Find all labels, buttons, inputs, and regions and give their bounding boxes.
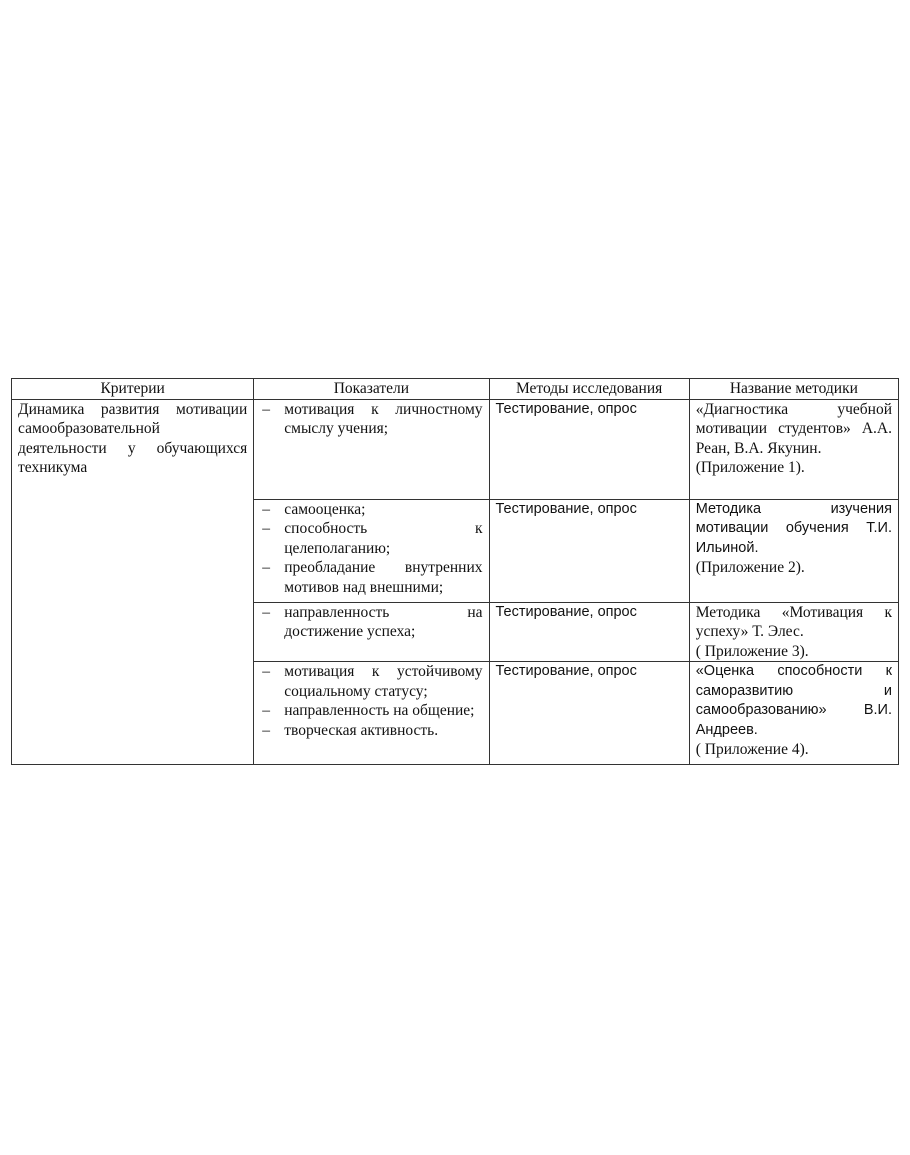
indicators-cell bbox=[254, 499, 489, 602]
indicators-cell bbox=[254, 662, 489, 765]
technique-cell bbox=[689, 499, 898, 602]
technique-title: Методика изучения мотивации обучения Т.И. Ильиной. bbox=[695, 500, 892, 556]
indicator-item: – мотивация к личностному смыслу учения; bbox=[260, 400, 482, 439]
technique-cell bbox=[689, 399, 898, 499]
technique-cell bbox=[689, 602, 898, 662]
indicator-item: – способность к целеполаганию; bbox=[260, 519, 482, 558]
indicator-item: – направленность на общение; bbox=[260, 701, 482, 721]
header-technique-name: Название методики bbox=[689, 379, 898, 400]
technique-appendix: (Приложение 2). bbox=[695, 559, 805, 576]
method-cell: Тестирование, опрос bbox=[489, 662, 689, 765]
technique-cell bbox=[689, 662, 898, 765]
method-cell: Тестирование, опрос bbox=[489, 499, 689, 602]
technique-appendix: ( Приложение 4). bbox=[695, 741, 809, 758]
indicator-item: – преобладание внутренних мотивов над внешними; bbox=[260, 558, 482, 597]
indicator-item: – самооценка; bbox=[260, 500, 482, 520]
indicator-item: – творческая активность. bbox=[260, 721, 482, 741]
indicator-item: – направленность на достижение успеха; bbox=[260, 603, 482, 642]
technique-appendix: (Приложение 1). bbox=[695, 459, 805, 476]
technique-appendix: ( Приложение 3). bbox=[695, 642, 809, 660]
method-cell: Тестирование, опрос bbox=[489, 602, 689, 662]
indicator-item: – мотивация к устойчивому социальному статусу; bbox=[260, 662, 482, 701]
indicators-cell bbox=[254, 399, 489, 499]
technique-title: «Оценка способности к саморазвитию и самообразованию» В.И. Андреев. bbox=[695, 663, 892, 738]
criteria-table bbox=[11, 378, 899, 765]
indicators-cell bbox=[254, 602, 489, 662]
criterion-cell: Динамика развития мотивации самообразовательной деятельности у обучающихся техникума bbox=[12, 399, 254, 765]
header-methods: Методы исследования bbox=[489, 379, 689, 400]
technique-title: «Диагностика учебной мотивации студентов» А.А. Реан, В.А. Якунин. bbox=[695, 400, 892, 457]
method-cell: Тестирование, опрос bbox=[489, 399, 689, 499]
header-criteria: Критерии bbox=[12, 379, 254, 400]
header-indicators: Показатели bbox=[254, 379, 489, 400]
technique-title: Методика «Мотивация к успеху» Т. Элес. bbox=[695, 603, 892, 640]
table-row bbox=[12, 399, 899, 499]
table-header-row bbox=[12, 379, 899, 400]
